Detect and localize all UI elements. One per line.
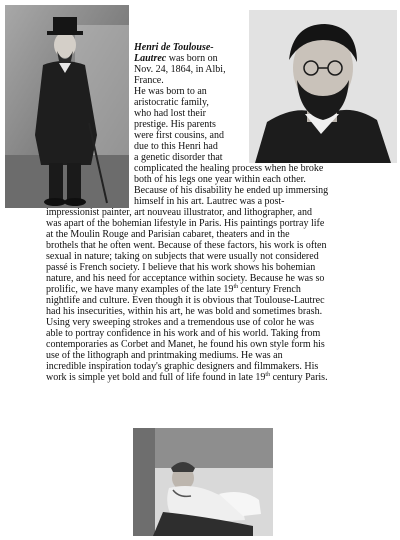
article-line: due to this Henri had — [134, 141, 218, 152]
article-line: France. — [134, 75, 164, 86]
photo-bearded-portrait — [249, 10, 397, 163]
article-line: Using very sweeping strokes and a tremendous use of color he was — [46, 317, 314, 328]
article-line: brothels that he often went. Because of these factors, his work is often — [46, 240, 327, 251]
article-line: work is simple yet bold and full of life found in late 19th century Paris. — [46, 372, 328, 383]
article-line: passé is French society. I believe that his work shows his bohemian — [46, 262, 316, 273]
article-line: Nov. 24, 1864, in Albi, — [134, 64, 226, 75]
article-line: use of the lithograph and printmaking mediums. He was an — [46, 350, 283, 361]
photo-reclining-figure — [133, 428, 273, 536]
artist-name: Henri de Toulouse- — [134, 42, 214, 53]
article-line: had his insecurities, within his art, he was bold and sometimes brash. — [46, 306, 323, 317]
article-line: Because of his disability he ended up immersing — [134, 185, 329, 196]
article-line: prolific, we have many examples of the late 19th century French — [46, 284, 301, 295]
article-line: incredible inspiration today's graphic designers and filmmakers. His — [46, 361, 319, 372]
article-line: sexual in nature; taking on subjects that were usually not considered — [46, 251, 319, 262]
article-line: Lautrec was born on — [134, 53, 218, 64]
article-line: nature, and his need for acceptance within society. Because he was so — [46, 273, 325, 284]
article-line: at the Moulin Rouge and Parisian cabaret, theaters and in the — [46, 229, 290, 240]
photo-standing-portrait — [5, 5, 129, 208]
article-line: a genetic disorder that — [134, 152, 223, 163]
article-line: were first cousins, and — [134, 130, 224, 141]
article-line: able to portray confidence in his work and of his world. Taking from — [46, 328, 321, 339]
article-line: both of his legs one year within each other. — [134, 174, 306, 185]
article-line: He was born to an — [134, 86, 207, 97]
article-line: contemporaries as Corbet and Manet, he found his own style form his — [46, 339, 325, 350]
article-line: impressionist painter, art nouveau illustrator, and lithographer, and — [46, 207, 312, 218]
article-line: was apart of the bohemian lifestyle in Paris. His paintings portray life — [46, 218, 325, 229]
artist-name: Lautrec — [134, 53, 167, 64]
article-line: aristocratic family, — [134, 97, 209, 108]
article-line: complicated the healing process when he broke — [134, 163, 324, 174]
article-line: prestige. His parents — [134, 119, 216, 130]
article-line: who had lost their — [134, 108, 206, 119]
article-line: nightlife and culture. Even though it is obvious that Toulouse-Lautrec — [46, 295, 325, 306]
article-line: himself in his art. Lautrec was a post- — [134, 196, 285, 207]
article-line — [134, 42, 214, 53]
